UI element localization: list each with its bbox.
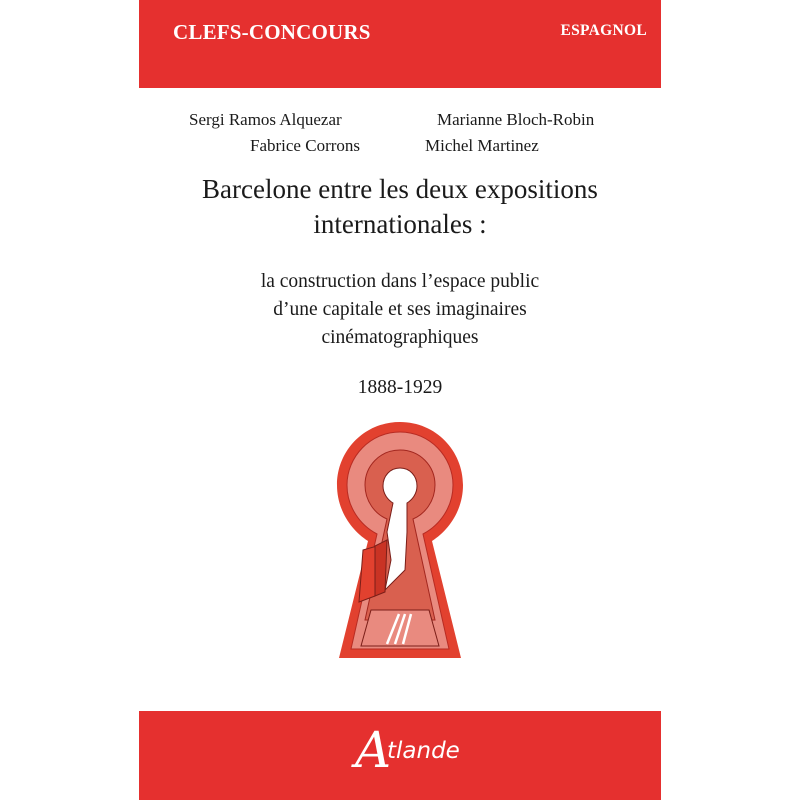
book-title: [139, 172, 661, 242]
footer-band: [139, 711, 661, 800]
keyhole-block: [359, 546, 377, 602]
subtitle-line: d’une capitale et ses imaginaires: [273, 299, 527, 320]
title-line: internationales :: [313, 209, 487, 239]
book-subtitle: [139, 268, 661, 352]
series-label: CLEFS-CONCOURS: [173, 20, 371, 44]
subject-label: ESPAGNOL: [560, 22, 647, 39]
keyhole-icon: [335, 420, 465, 660]
logo-word: tlande: [387, 738, 460, 764]
logo-initial: A: [355, 721, 392, 779]
title-line: Barcelone entre les deux expositions: [202, 174, 598, 204]
publisher-logo: [355, 711, 475, 791]
author-name: Sergi Ramos Alquezar: [189, 110, 342, 129]
author-name: Fabrice Corrons: [250, 136, 361, 155]
keyhole-step: [375, 540, 387, 596]
book-cover: [139, 0, 661, 800]
author-name: Michel Martinez: [425, 136, 539, 155]
date-range: 1888-1929: [357, 377, 443, 398]
author-name: Marianne Bloch-Robin: [437, 110, 595, 129]
header-band: [139, 0, 661, 88]
subtitle-line: la construction dans l’espace public: [260, 271, 540, 292]
subtitle-line: cinématographiques: [321, 327, 479, 348]
